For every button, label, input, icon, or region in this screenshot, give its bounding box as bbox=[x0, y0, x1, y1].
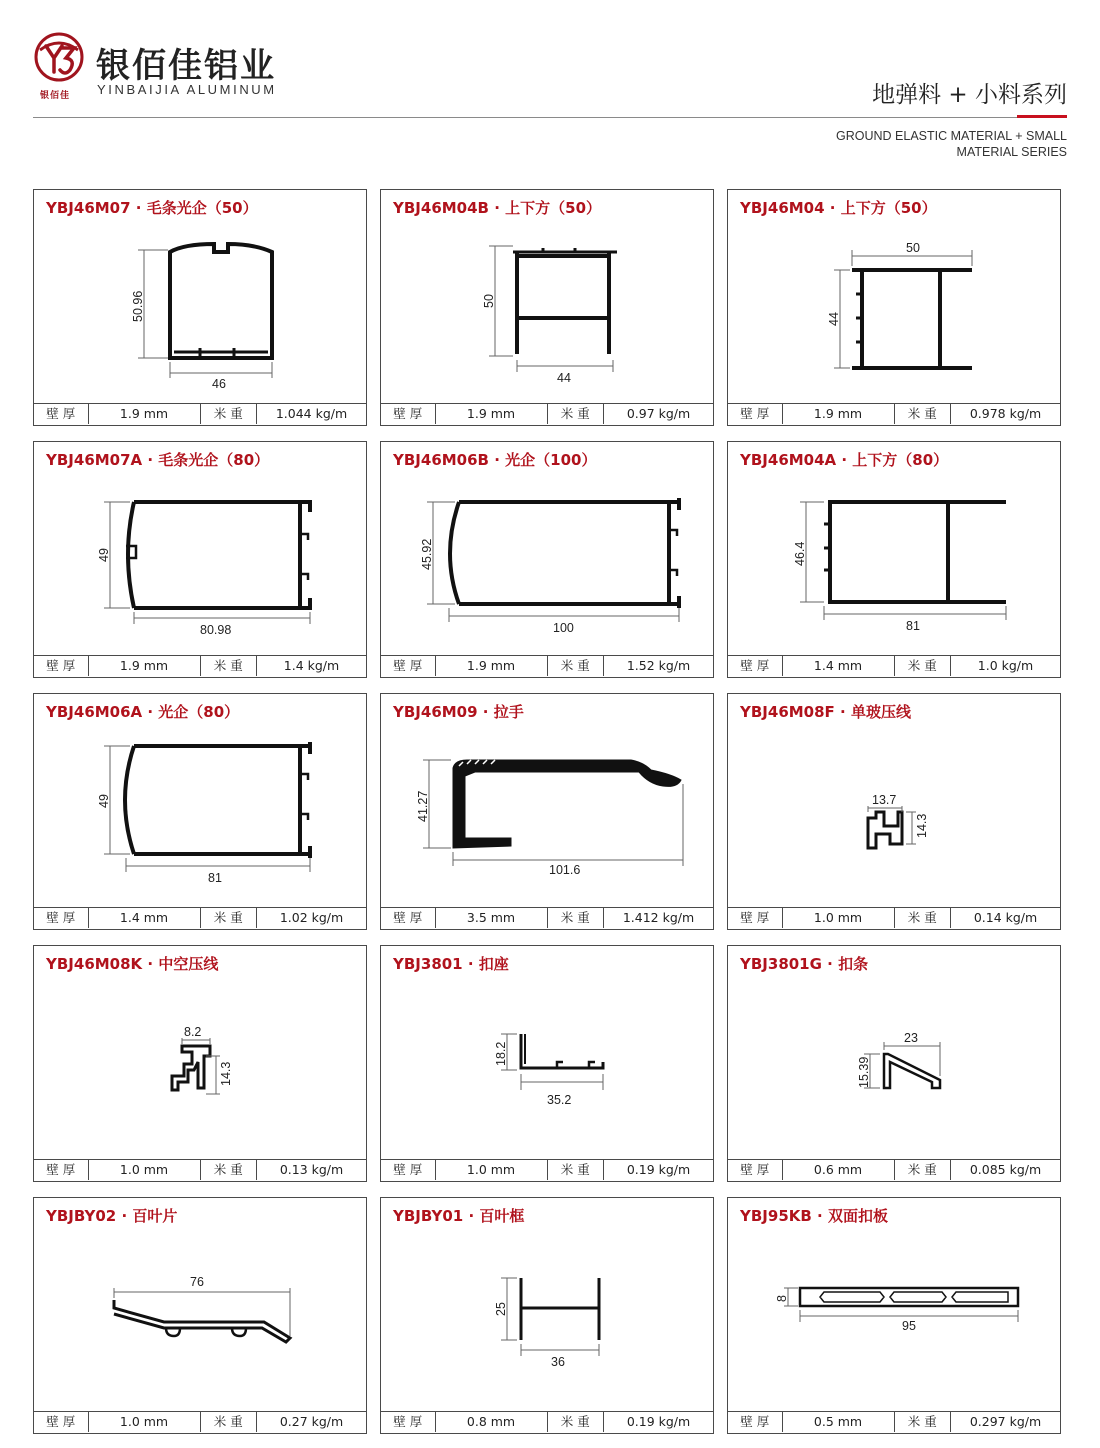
wall-thickness-label: 壁 厚 bbox=[381, 404, 436, 424]
weight-value: 0.19 kg/m bbox=[626, 1414, 691, 1429]
weight-label: 米 重 bbox=[548, 1160, 605, 1180]
dim-height-label: 15.39 bbox=[857, 1056, 871, 1088]
wall-thickness-label: 壁 厚 bbox=[381, 1160, 436, 1180]
dim-width-label: 44 bbox=[557, 371, 571, 385]
weight-value: 1.0 kg/m bbox=[977, 658, 1034, 673]
product-card-ybj3801g[interactable] bbox=[727, 945, 1061, 1182]
dim-width-label: 81 bbox=[906, 619, 920, 633]
wall-thickness-label: 壁 厚 bbox=[34, 1160, 89, 1180]
product-card-ybj46m09[interactable] bbox=[380, 693, 714, 930]
profile-drawing-ybj46m07a bbox=[34, 474, 366, 644]
weight-label: 米 重 bbox=[548, 1412, 605, 1432]
weight-label: 米 重 bbox=[895, 1412, 952, 1432]
wall-thickness-label: 壁 厚 bbox=[34, 404, 89, 424]
wall-thickness-value: 1.9 mm bbox=[436, 404, 548, 424]
dim-height-label: 8 bbox=[775, 1295, 789, 1302]
page-header bbox=[0, 0, 1100, 175]
spec-row bbox=[728, 1411, 1060, 1433]
profile-drawing-ybj46m04 bbox=[728, 222, 1060, 392]
dim-width-label: 76 bbox=[190, 1275, 204, 1289]
spec-row bbox=[34, 655, 366, 677]
wall-thickness-label: 壁 厚 bbox=[381, 656, 436, 676]
dim-width-label: 8.2 bbox=[184, 1025, 202, 1039]
spec-row bbox=[34, 1411, 366, 1433]
header-accent-bar bbox=[1017, 115, 1067, 118]
product-title: YBJ46M06A · 光企（80） bbox=[46, 703, 240, 721]
weight-label: 米 重 bbox=[201, 908, 258, 928]
profile-drawing-ybj46m06b bbox=[381, 474, 713, 644]
wall-thickness-value: 3.5 mm bbox=[436, 908, 548, 928]
profile-drawing-ybj46m08k bbox=[34, 978, 366, 1148]
spec-row bbox=[381, 1411, 713, 1433]
brand-name: 银佰佳铝业 bbox=[96, 46, 276, 86]
wall-thickness-label: 壁 厚 bbox=[728, 656, 783, 676]
weight-label: 米 重 bbox=[895, 404, 952, 424]
product-title: YBJ46M07A · 毛条光企（80） bbox=[46, 451, 270, 469]
wall-thickness-label: 壁 厚 bbox=[728, 1160, 783, 1180]
product-title: YBJ3801 · 扣座 bbox=[393, 955, 509, 973]
spec-row bbox=[381, 1159, 713, 1181]
weight-label: 米 重 bbox=[201, 1160, 258, 1180]
wall-thickness-label: 壁 厚 bbox=[728, 1412, 783, 1432]
weight-value: 0.13 kg/m bbox=[279, 1162, 344, 1177]
weight-label: 米 重 bbox=[548, 656, 605, 676]
product-card-ybj46m04[interactable] bbox=[727, 189, 1061, 426]
product-title: YBJ46M09 · 拉手 bbox=[393, 703, 524, 721]
profile-drawing-ybj46m07 bbox=[34, 222, 366, 392]
dim-height-label: 18.2 bbox=[494, 1041, 508, 1066]
weight-value: 0.27 kg/m bbox=[279, 1414, 344, 1429]
dim-height-label: 50 bbox=[482, 294, 496, 308]
weight-label: 米 重 bbox=[895, 656, 952, 676]
wall-thickness-label: 壁 厚 bbox=[381, 1412, 436, 1432]
spec-row bbox=[381, 403, 713, 425]
dim-width-label: 81 bbox=[208, 871, 222, 885]
product-card-ybjby01[interactable] bbox=[380, 1197, 714, 1434]
product-card-ybj46m08k[interactable] bbox=[33, 945, 367, 1182]
series-title-en bbox=[767, 128, 1067, 160]
profile-drawing-ybj3801g bbox=[728, 978, 1060, 1148]
series-title: 地弹料 + 小料系列 bbox=[872, 82, 1067, 108]
dim-height-label: 50.96 bbox=[131, 290, 145, 322]
profile-drawing-ybjby02 bbox=[34, 1230, 366, 1400]
weight-value: 1.044 kg/m bbox=[275, 406, 348, 421]
product-title: YBJBY01 · 百叶框 bbox=[393, 1207, 525, 1225]
wall-thickness-label: 壁 厚 bbox=[728, 908, 783, 928]
dim-height-label: 46.4 bbox=[793, 541, 807, 566]
weight-label: 米 重 bbox=[201, 656, 258, 676]
wall-thickness-value: 1.9 mm bbox=[89, 404, 201, 424]
product-title: YBJ3801G · 扣条 bbox=[740, 955, 869, 973]
weight-value: 0.97 kg/m bbox=[626, 406, 691, 421]
spec-row bbox=[34, 403, 366, 425]
wall-thickness-value: 0.5 mm bbox=[783, 1412, 895, 1432]
brand-logo-icon bbox=[32, 30, 86, 86]
product-card-ybj46m07a[interactable] bbox=[33, 441, 367, 678]
weight-label: 米 重 bbox=[895, 1160, 952, 1180]
wall-thickness-value: 0.8 mm bbox=[436, 1412, 548, 1432]
product-title: YBJ46M06B · 光企（100） bbox=[393, 451, 597, 469]
product-card-ybjby02[interactable] bbox=[33, 1197, 367, 1434]
product-card-ybj46m08f[interactable] bbox=[727, 693, 1061, 930]
profile-drawing-ybj46m04b bbox=[381, 222, 713, 392]
profile-drawing-ybj46m04a bbox=[728, 474, 1060, 644]
profile-drawing-ybjby01 bbox=[381, 1230, 713, 1400]
product-card-ybj46m04a[interactable] bbox=[727, 441, 1061, 678]
weight-value: 0.297 kg/m bbox=[969, 1414, 1042, 1429]
profile-drawing-ybj95kb bbox=[728, 1230, 1060, 1400]
product-title: YBJ46M04 · 上下方（50） bbox=[740, 199, 937, 217]
spec-row bbox=[381, 655, 713, 677]
dim-height-label: 45.92 bbox=[420, 538, 434, 570]
product-title: YBJ46M04A · 上下方（80） bbox=[740, 451, 949, 469]
dim-height-label: 49 bbox=[97, 548, 111, 562]
product-card-ybj46m06b[interactable] bbox=[380, 441, 714, 678]
product-title: YBJ46M08F · 单玻压线 bbox=[740, 703, 911, 721]
weight-label: 米 重 bbox=[548, 404, 605, 424]
wall-thickness-value: 1.4 mm bbox=[783, 656, 895, 676]
profile-drawing-ybj46m06a bbox=[34, 726, 366, 896]
spec-row bbox=[34, 1159, 366, 1181]
product-title: YBJBY02 · 百叶片 bbox=[46, 1207, 178, 1225]
wall-thickness-value: 1.0 mm bbox=[89, 1412, 201, 1432]
profile-drawing-ybj3801 bbox=[381, 978, 713, 1148]
product-title: YBJ95KB · 双面扣板 bbox=[740, 1207, 888, 1225]
product-title: YBJ46M04B · 上下方（50） bbox=[393, 199, 602, 217]
dim-height-label: 14.3 bbox=[915, 813, 929, 838]
wall-thickness-value: 1.0 mm bbox=[436, 1160, 548, 1180]
brand-name-en: YINBAIJIA ALUMINUM bbox=[97, 82, 277, 97]
spec-row bbox=[728, 1159, 1060, 1181]
dim-width-label: 100 bbox=[553, 621, 574, 635]
dim-height-label: 14.3 bbox=[219, 1061, 233, 1086]
wall-thickness-value: 1.4 mm bbox=[89, 908, 201, 928]
profile-drawing-ybj46m09 bbox=[381, 726, 713, 896]
dim-width-label: 95 bbox=[902, 1319, 916, 1333]
dim-height-label: 41.27 bbox=[416, 790, 430, 822]
wall-thickness-value: 1.9 mm bbox=[783, 404, 895, 424]
product-card-ybj95kb[interactable] bbox=[727, 1197, 1061, 1434]
weight-value: 0.978 kg/m bbox=[969, 406, 1042, 421]
wall-thickness-label: 壁 厚 bbox=[381, 908, 436, 928]
product-card-ybj46m07[interactable] bbox=[33, 189, 367, 426]
product-card-ybj3801[interactable] bbox=[380, 945, 714, 1182]
weight-label: 米 重 bbox=[895, 908, 952, 928]
wall-thickness-value: 1.9 mm bbox=[89, 656, 201, 676]
wall-thickness-value: 1.0 mm bbox=[783, 908, 895, 928]
dim-height-label: 49 bbox=[97, 794, 111, 808]
weight-value: 1.02 kg/m bbox=[279, 910, 344, 925]
header-divider bbox=[33, 117, 1067, 118]
spec-row bbox=[34, 907, 366, 929]
weight-value: 0.14 kg/m bbox=[973, 910, 1038, 925]
dim-height-label: 25 bbox=[494, 1302, 508, 1316]
dim-width-label: 80.98 bbox=[200, 623, 232, 637]
dim-width-label: 35.2 bbox=[547, 1093, 572, 1107]
weight-value: 1.412 kg/m bbox=[622, 910, 695, 925]
dim-width-label: 36 bbox=[551, 1355, 565, 1369]
weight-label: 米 重 bbox=[201, 404, 258, 424]
series-title-en-line1: GROUND ELASTIC MATERIAL + SMALL bbox=[836, 129, 1067, 143]
weight-value: 0.19 kg/m bbox=[626, 1162, 691, 1177]
spec-row bbox=[728, 907, 1060, 929]
spec-row bbox=[728, 403, 1060, 425]
wall-thickness-value: 1.0 mm bbox=[89, 1160, 201, 1180]
profile-drawing-ybj46m08f bbox=[728, 726, 1060, 896]
logo-caption: 银佰佳 bbox=[40, 91, 71, 101]
product-title: YBJ46M07 · 毛条光企（50） bbox=[46, 199, 258, 217]
weight-value: 1.52 kg/m bbox=[626, 658, 691, 673]
weight-value: 0.085 kg/m bbox=[969, 1162, 1042, 1177]
spec-row bbox=[381, 907, 713, 929]
wall-thickness-label: 壁 厚 bbox=[34, 656, 89, 676]
weight-label: 米 重 bbox=[548, 908, 605, 928]
product-card-ybj46m04b[interactable] bbox=[380, 189, 714, 426]
spec-row bbox=[728, 655, 1060, 677]
weight-label: 米 重 bbox=[201, 1412, 258, 1432]
wall-thickness-label: 壁 厚 bbox=[728, 404, 783, 424]
dim-width-label: 50 bbox=[906, 241, 920, 255]
weight-value: 1.4 kg/m bbox=[283, 658, 340, 673]
dim-width-label: 101.6 bbox=[549, 863, 581, 877]
dim-width-label: 13.7 bbox=[872, 793, 897, 807]
series-title-en-line2: MATERIAL SERIES bbox=[956, 145, 1067, 159]
dim-height-label: 44 bbox=[827, 312, 841, 326]
wall-thickness-label: 壁 厚 bbox=[34, 1412, 89, 1432]
wall-thickness-value: 0.6 mm bbox=[783, 1160, 895, 1180]
wall-thickness-value: 1.9 mm bbox=[436, 656, 548, 676]
product-title: YBJ46M08K · 中空压线 bbox=[46, 955, 219, 973]
dim-width-label: 46 bbox=[212, 377, 226, 391]
wall-thickness-label: 壁 厚 bbox=[34, 908, 89, 928]
product-card-ybj46m06a[interactable] bbox=[33, 693, 367, 930]
dim-width-label: 23 bbox=[904, 1031, 918, 1045]
